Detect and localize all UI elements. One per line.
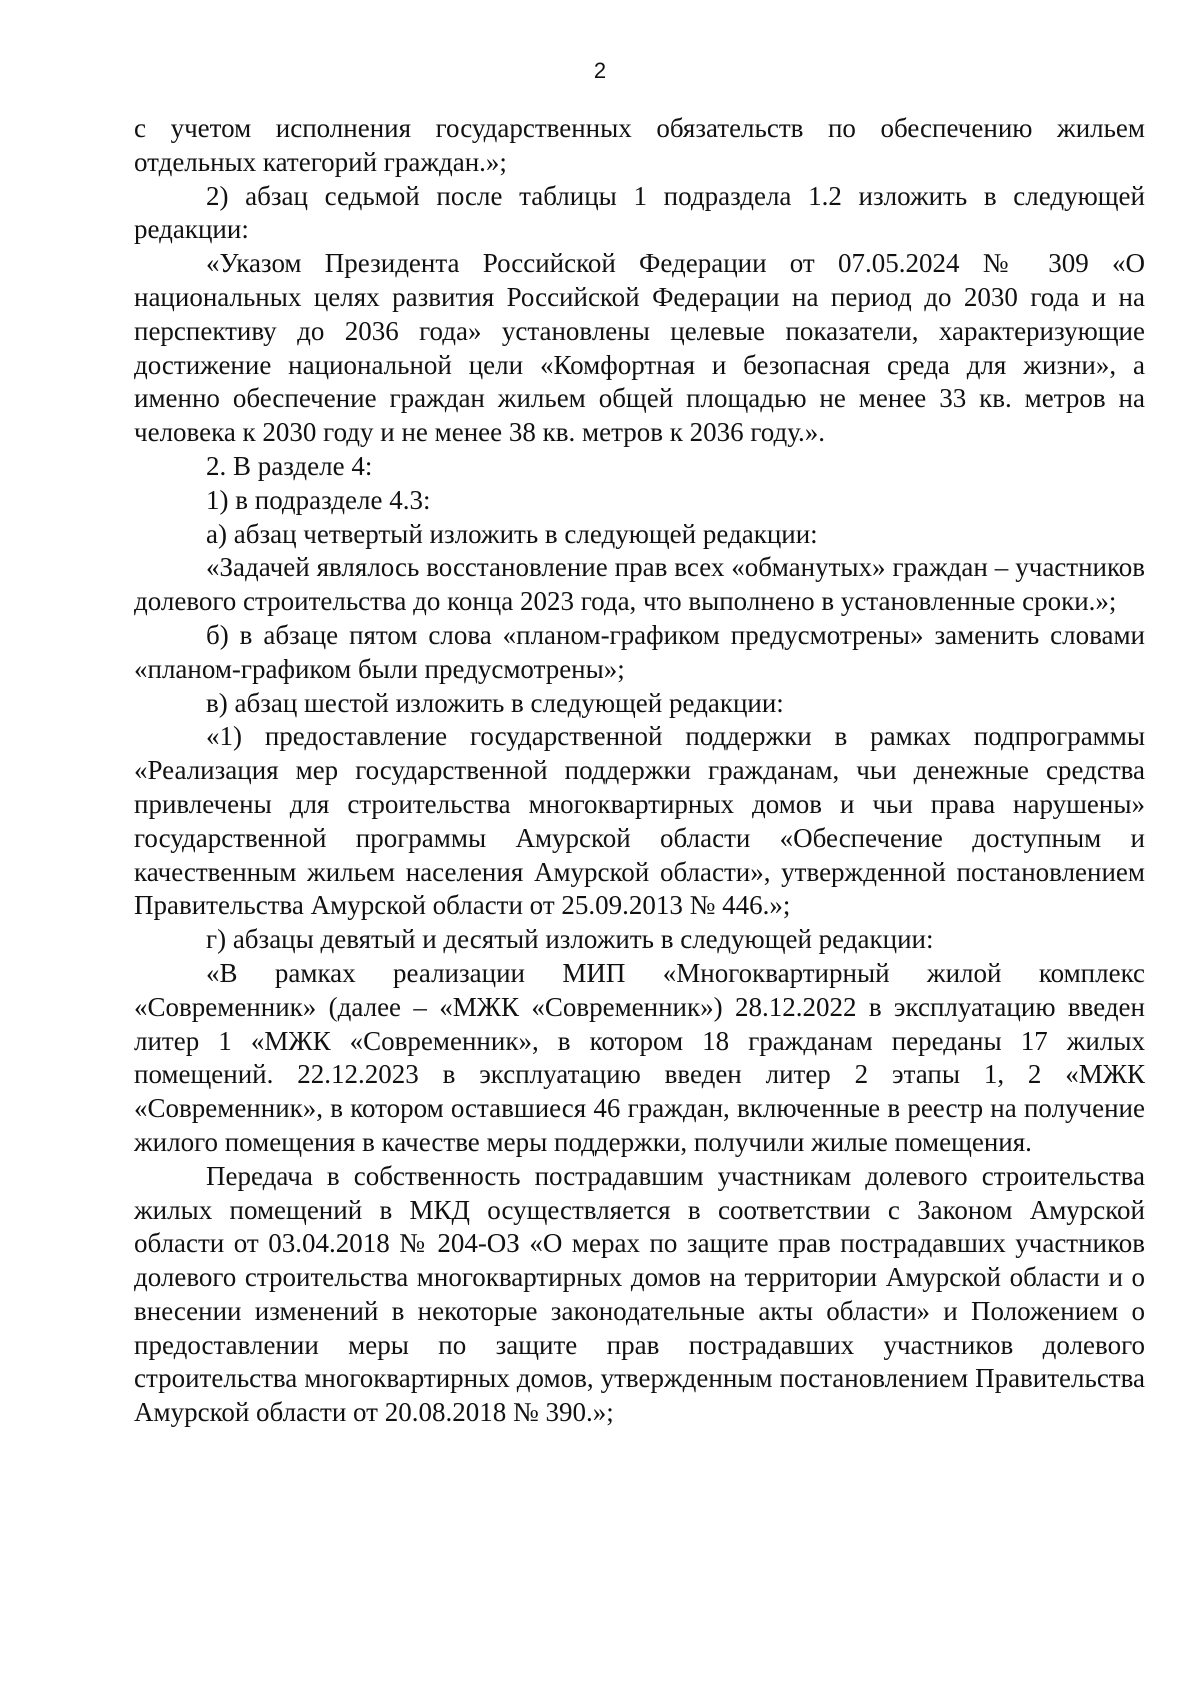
paragraph-quote-gospodderzhka: «1) предоставление государственной поддержки в рамках подпрограммы «Реализация мер государственной поддержки гражданам, чьи денежные средства привлечены для строительства многоквартирных домов и чьи права нарушены» государственной программы Амурской области «Обеспечение доступным и качественным жильем населения Амурской области», утвержденной постановлением Правительства Амурской области от 25.09.2013 № 446.»;: [134, 721, 1145, 921]
paragraph-item-b: б) в абзаце пятом слова «планом-графиком предусмотрены» заменить словами «планом-графиком были предусмотрены»;: [134, 619, 1145, 684]
paragraph-peredacha: Передача в собственность пострадавшим участникам долевого строительства жилых помещений в МКД осуществляется в соответствии с Законом Амурской области от 03.04.2018 № 204-ОЗ «О мерах по защите прав пострадавших участников долевого строительства многоквартирных домов на территории Амурской области и о внесении изменений в некоторые законодательные акты области» и Положением о предоставлении меры по защите прав пострадавших участников долевого строительства многоквартирных домов, утвержденным постановлением Правительства Амурской области от 20.08.2018 № 390.»;: [134, 1160, 1145, 1428]
paragraph-quote-mip: «В рамках реализации МИП «Многоквартирный жилой комплекс «Современник» (далее – «МЖК «Современник») 28.12.2022 в эксплуатацию введен литер 1 «МЖК «Современник», в котором 18 гражданам переданы 17 жилых помещений. 22.12.2023 в эксплуатацию введен литер 2 этапы 1, 2 «МЖК «Современник», в котором оставшиеся 46 граждан, включенные в реестр на получение жилого помещения в качестве меры поддержки, получили жилые помещения.: [134, 957, 1145, 1157]
paragraph-subsection-4-3: 1) в подразделе 4.3:: [206, 484, 431, 515]
paragraph-item-g: г) абзацы девятый и десятый изложить в следующей редакции:: [206, 924, 934, 955]
paragraph-item-v: в) абзац шестой изложить в следующей редакции:: [206, 687, 784, 718]
document-body: [134, 112, 1145, 1430]
paragraph-item-a: а) абзац четвертый изложить в следующей редакции:: [206, 518, 818, 549]
paragraph-item-2-abzac-sedmoy: 2) абзац седьмой после таблицы 1 подраздела 1.2 изложить в следующей редакции:: [134, 180, 1145, 245]
paragraph-quote-zadachey: «Задачей являлось восстановление прав всех «обманутых» граждан – участников долевого строительства до конца 2023 года, что выполнено в установленные сроки.»;: [134, 552, 1145, 617]
paragraph-section-4: 2. В разделе 4:: [206, 450, 373, 481]
paragraph-continuation: с учетом исполнения государственных обязательств по обеспечению жильем отдельных категорий граждан.»;: [134, 113, 1145, 177]
paragraph-quote-ukaz: «Указом Президента Российской Федерации от 07.05.2024 № 309 «О национальных целях развития Российской Федерации на период до 2030 года и на перспективу до 2036 года» установлены целевые показатели, характеризующие достижение национальной цели «Комфортная и безопасная среда для жизни», а именно обеспечение граждан жильем общей площадью не менее 33 кв. метров на человека к 2030 году и не менее 38 кв. метров к 2036 году.».: [134, 248, 1145, 448]
page-number: 2: [593, 58, 607, 83]
